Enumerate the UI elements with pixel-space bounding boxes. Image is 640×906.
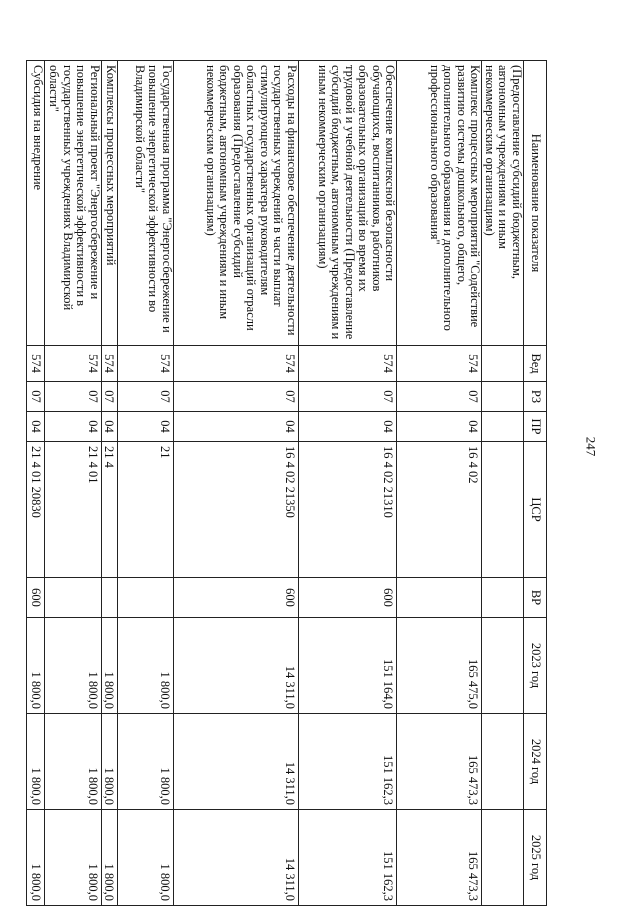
- cell-2025: 1 800,0: [45, 810, 101, 906]
- cell-ved: 574: [45, 346, 101, 382]
- cell-pr: 04: [27, 412, 45, 442]
- page-number: 247: [583, 436, 599, 457]
- cell-2023: [482, 618, 524, 714]
- cell-vr: 600: [27, 578, 45, 618]
- cell-2024: 1 800,0: [45, 714, 101, 810]
- cell-ved: [482, 346, 524, 382]
- header-vr: ВР: [524, 578, 547, 618]
- cell-vr: [118, 578, 173, 618]
- table-row: [118, 61, 173, 906]
- cell-ved: 574: [298, 346, 397, 382]
- cell-ved: 574: [397, 346, 482, 382]
- cell-rz: 07: [298, 382, 397, 412]
- cell-csr: 21 4 01 20830: [27, 442, 45, 578]
- cell-name: (Предоставление субсидий бюджетным, автономным учреждениям и иным некоммерческим организациям): [482, 61, 524, 346]
- rotated-page: [26, 60, 547, 905]
- header-pr: ПР: [524, 412, 547, 442]
- cell-2025: 1 800,0: [118, 810, 173, 906]
- cell-vr: [397, 578, 482, 618]
- header-2023: 2023 год: [524, 618, 547, 714]
- cell-name: Государственная программа "Энергосбережение и повышение энергетической эффективности во Владимирской области": [118, 61, 173, 346]
- header-name: Наименование показателя: [524, 61, 547, 346]
- table-header-row: [524, 61, 547, 906]
- table-row: [482, 61, 524, 906]
- cell-pr: 04: [101, 412, 118, 442]
- cell-2024: [482, 714, 524, 810]
- cell-pr: 04: [397, 412, 482, 442]
- cell-pr: [482, 412, 524, 442]
- table-row: [45, 61, 101, 906]
- cell-ved: 574: [27, 346, 45, 382]
- cell-pr: 04: [173, 412, 298, 442]
- cell-2023: 151 164,0: [298, 618, 397, 714]
- cell-csr: [482, 442, 524, 578]
- cell-name: Комплексы процессных мероприятий: [101, 61, 118, 346]
- cell-rz: 07: [118, 382, 173, 412]
- cell-2025: 151 162,3: [298, 810, 397, 906]
- cell-rz: 07: [173, 382, 298, 412]
- cell-pr: 04: [45, 412, 101, 442]
- table-row: [173, 61, 298, 906]
- cell-2023: 1 800,0: [27, 618, 45, 714]
- cell-2025: 165 473,3: [397, 810, 482, 906]
- cell-2024: 14 311,0: [173, 714, 298, 810]
- cell-pr: 04: [298, 412, 397, 442]
- cell-2024: 1 800,0: [118, 714, 173, 810]
- cell-vr: 600: [298, 578, 397, 618]
- table-row: [101, 61, 118, 906]
- cell-csr: 16 4 02 21310: [298, 442, 397, 578]
- cell-name: Региональный проект "Энергосбережение и повышение энергетической эффективности в государственных учреждениях Владимирской области": [45, 61, 101, 346]
- cell-2025: 1 800,0: [101, 810, 118, 906]
- cell-2024: 1 800,0: [27, 714, 45, 810]
- cell-2024: 165 473,3: [397, 714, 482, 810]
- cell-vr: [101, 578, 118, 618]
- header-ved: Вед: [524, 346, 547, 382]
- cell-csr: 16 4 02 21350: [173, 442, 298, 578]
- cell-vr: 600: [173, 578, 298, 618]
- cell-csr: 21 4: [101, 442, 118, 578]
- cell-name: Расходы на финансовое обеспечение деятельности государственных учреждений в части выплат стимулирующего характера руководителям областных государственных организаций отрасли образования (Предоставление субсидий бюджетным, автономным учреждениям и иным некоммерческим организациям): [173, 61, 298, 346]
- cell-pr: 04: [118, 412, 173, 442]
- cell-2025: 1 800,0: [27, 810, 45, 906]
- cell-rz: 07: [397, 382, 482, 412]
- header-2024: 2024 год: [524, 714, 547, 810]
- cell-2025: [482, 810, 524, 906]
- cell-rz: [482, 382, 524, 412]
- cell-name: Комплекс процессных мероприятий "Содействие развитию системы дошкольного, общего, дополнительного образования и дополнительного профессионального образования": [397, 61, 482, 346]
- cell-rz: 07: [45, 382, 101, 412]
- cell-ved: 574: [118, 346, 173, 382]
- cell-2023: 165 475,0: [397, 618, 482, 714]
- budget-table: [26, 60, 547, 906]
- cell-ved: 574: [173, 346, 298, 382]
- cell-2025: 14 311,0: [173, 810, 298, 906]
- cell-2023: 14 311,0: [173, 618, 298, 714]
- cell-2024: 1 800,0: [101, 714, 118, 810]
- cell-2023: 1 800,0: [45, 618, 101, 714]
- cell-name: Обеспечение комплексной безопасности обучающихся, воспитанников, работников образовательных организаций во время их трудовой и учебной деятельности (Предоставление субсидий бюджетным, автономным учреждениям и иным некоммерческим организациям): [298, 61, 397, 346]
- header-rz: РЗ: [524, 382, 547, 412]
- table-row: [27, 61, 45, 906]
- cell-2024: 151 162,3: [298, 714, 397, 810]
- cell-name: Субсидия на внедрение: [27, 61, 45, 346]
- header-2025: 2025 год: [524, 810, 547, 906]
- table-row: [298, 61, 397, 906]
- cell-2023: 1 800,0: [101, 618, 118, 714]
- cell-ved: 574: [101, 346, 118, 382]
- cell-2023: 1 800,0: [118, 618, 173, 714]
- cell-csr: 21 4 01: [45, 442, 101, 578]
- header-csr: ЦСР: [524, 442, 547, 578]
- cell-csr: 21: [118, 442, 173, 578]
- table-row: [397, 61, 482, 906]
- cell-vr: [482, 578, 524, 618]
- cell-rz: 07: [27, 382, 45, 412]
- cell-csr: 16 4 02: [397, 442, 482, 578]
- cell-vr: [45, 578, 101, 618]
- cell-rz: 07: [101, 382, 118, 412]
